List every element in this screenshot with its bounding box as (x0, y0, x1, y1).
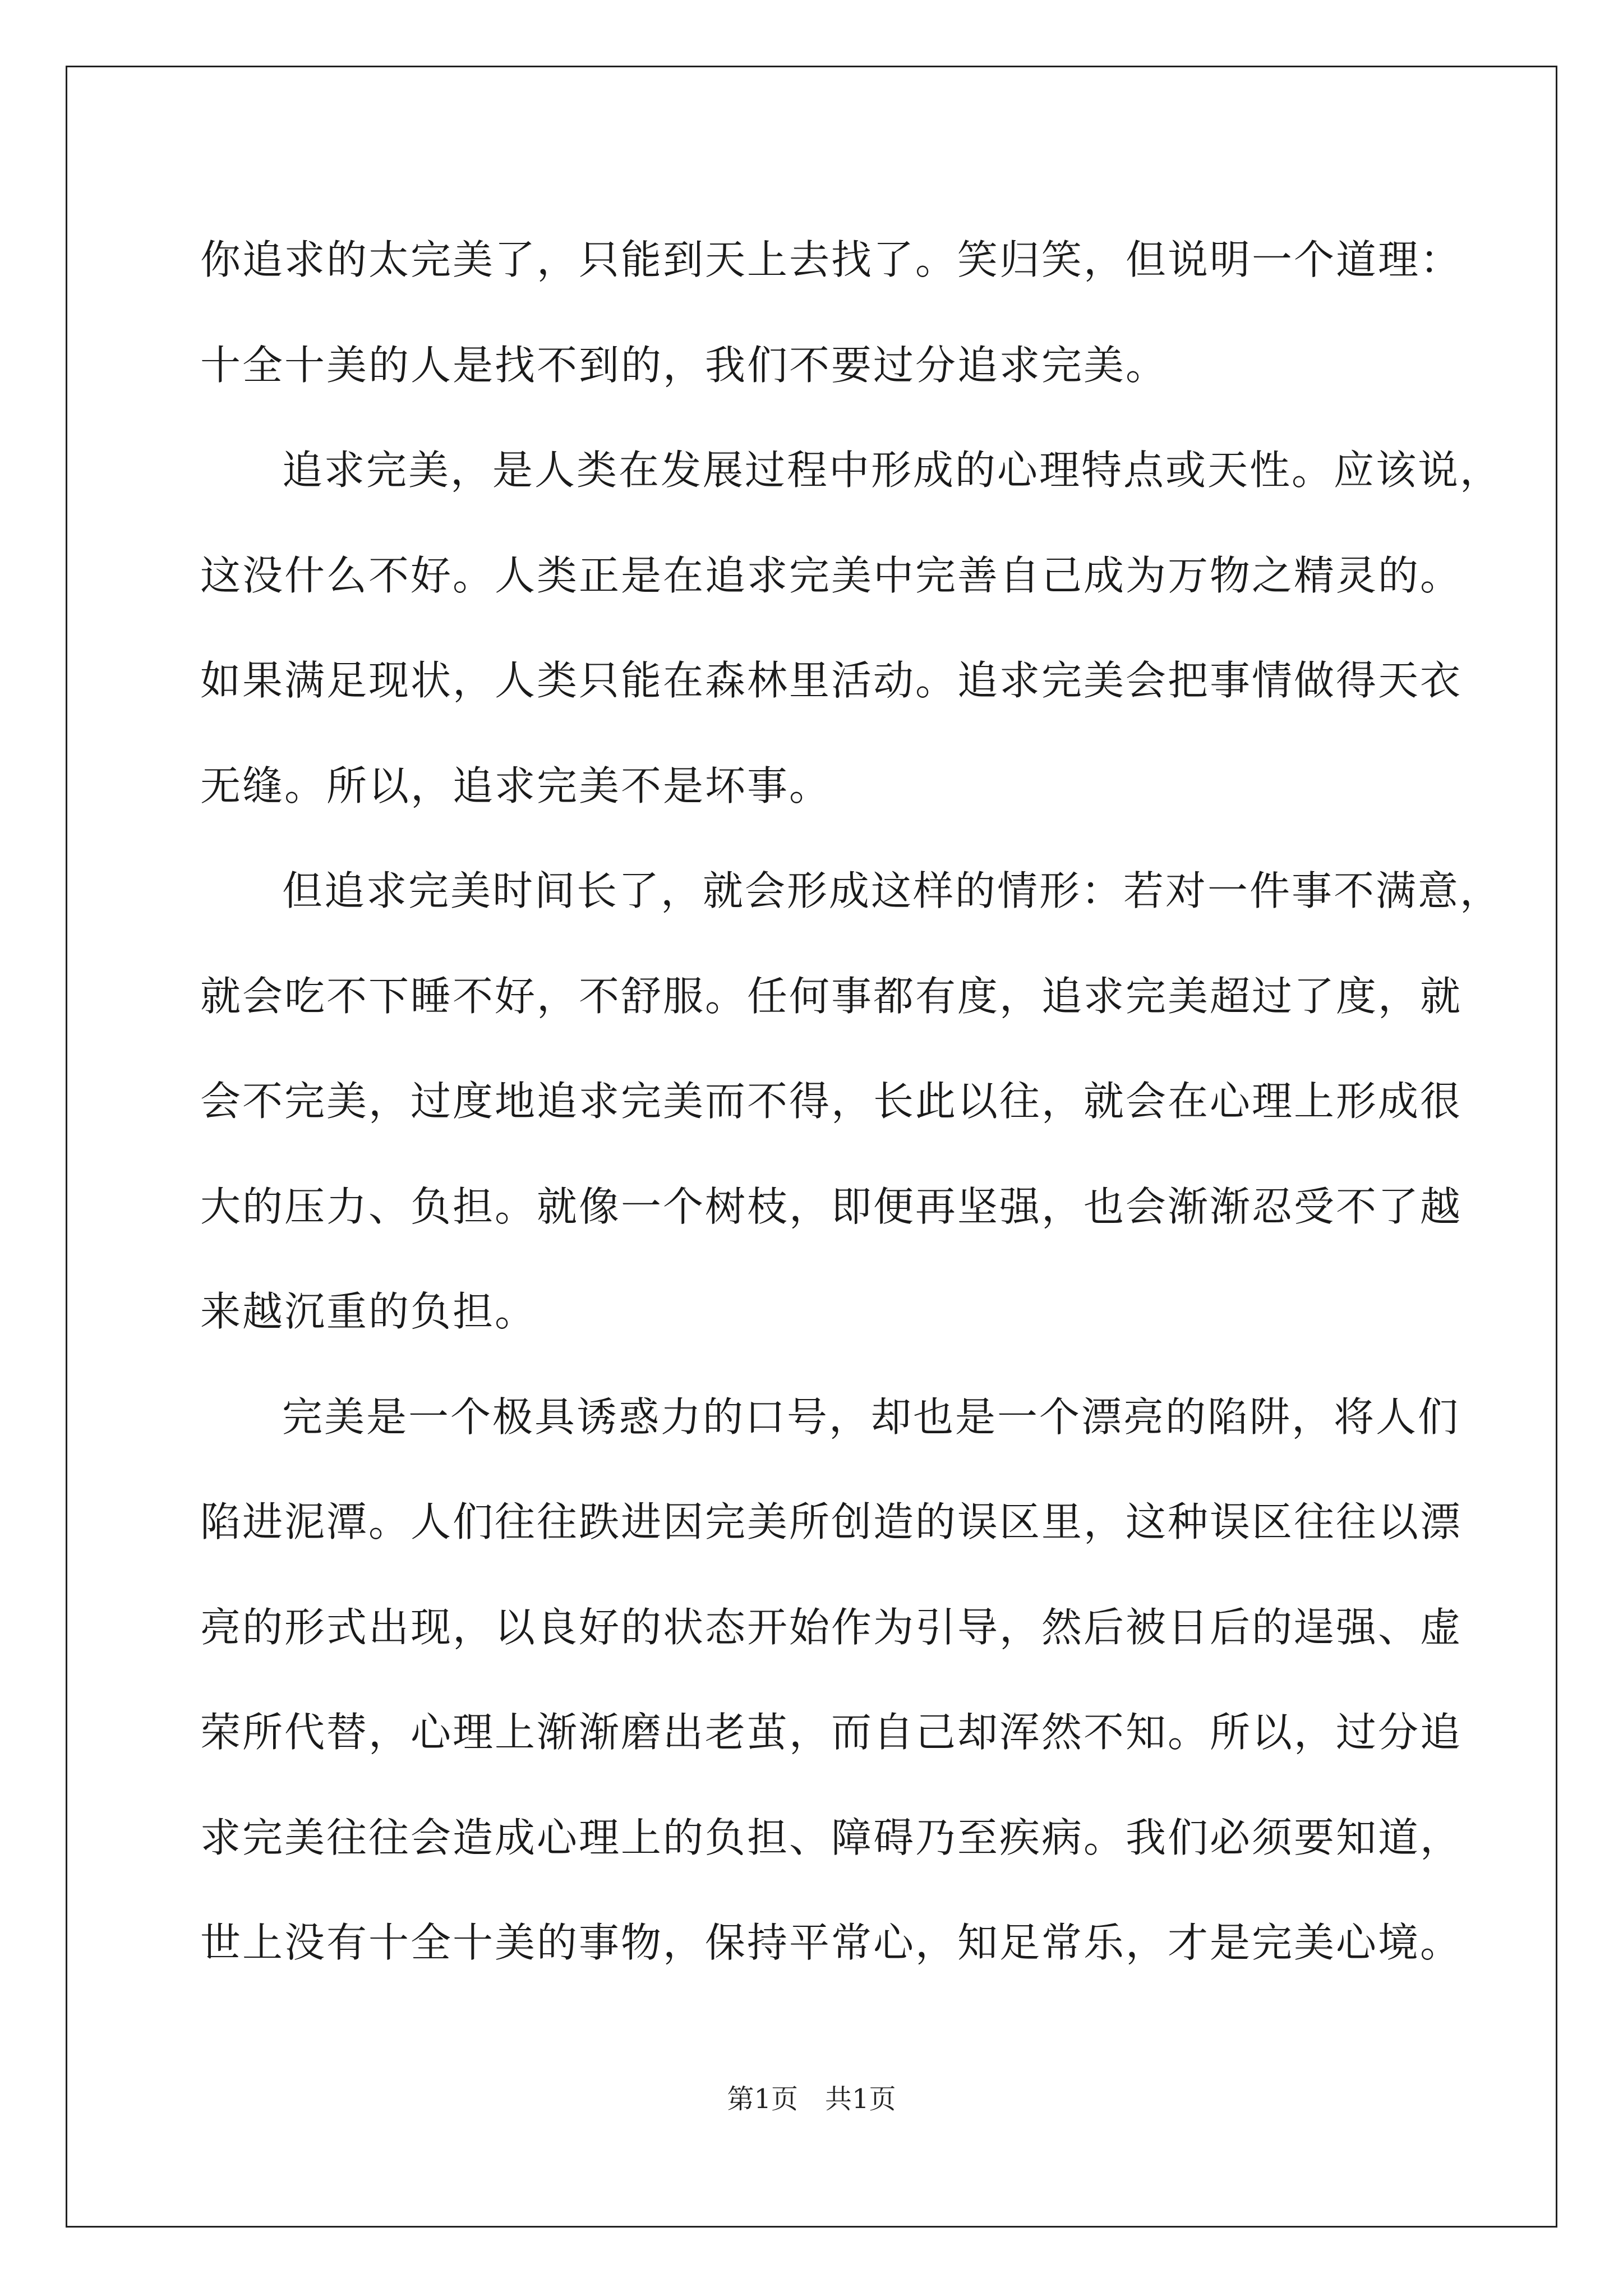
text-line: 你追求的太完美了，只能到天上去找了。笑归笑，但说明一个道理： (200, 236, 1463, 283)
text-line: 无缝。所以，追求完美不是坏事。 (200, 762, 832, 809)
text-line: 荣所代替，心理上渐渐磨出老茧，而自己却浑然不知。所以，过分追 (200, 1709, 1463, 1756)
text-line: 会不完美，过度地追求完美而不得，长此以往，就会在心理上形成很 (200, 1078, 1463, 1125)
text-line: 如果满足现状，人类只能在森林里活动。追求完美会把事情做得天衣 (200, 657, 1463, 704)
text-line: 就会吃不下睡不好，不舒服。任何事都有度，追求完美超过了度，就 (200, 972, 1463, 1020)
text-line: 但追求完美时间长了，就会形成这样的情形：若对一件事不满意， (282, 867, 1502, 914)
text-line: 世上没有十全十美的事物，保持平常心，知足常乐，才是完美心境。 (200, 1919, 1463, 1966)
text-line: 求完美往往会造成心理上的负担、障碍乃至疾病。我们必须要知道， (200, 1814, 1463, 1861)
text-line: 这没什么不好。人类正是在追求完美中完善自己成为万物之精灵的。 (200, 551, 1463, 599)
text-line: 陷进泥潭。人们往往跌进因完美所创造的误区里，这种误区往往以漂 (200, 1498, 1463, 1545)
paragraph-2 (200, 418, 1502, 839)
paragraph-3 (200, 839, 1502, 1365)
document-body (200, 208, 1502, 1996)
paragraph-1 (200, 208, 1463, 418)
paragraph-4 (200, 1365, 1463, 1996)
text-line: 完美是一个极具诱惑力的口号，却也是一个漂亮的陷阱，将人们 (282, 1393, 1460, 1441)
text-line: 来越沉重的负担。 (200, 1288, 537, 1335)
text-line: 亮的形式出现，以良好的状态开始作为引导，然后被日后的逞强、虚 (200, 1603, 1463, 1651)
text-line: 追求完美，是人类在发展过程中形成的心理特点或天性。应该说， (282, 447, 1502, 494)
page-number-footer: 第1页 共1页 (727, 2083, 896, 2115)
text-line: 大的压力、负担。就像一个树枝，即便再坚强，也会渐渐忍受不了越 (200, 1182, 1463, 1230)
text-line: 十全十美的人是找不到的，我们不要过分追求完美。 (200, 341, 1168, 389)
